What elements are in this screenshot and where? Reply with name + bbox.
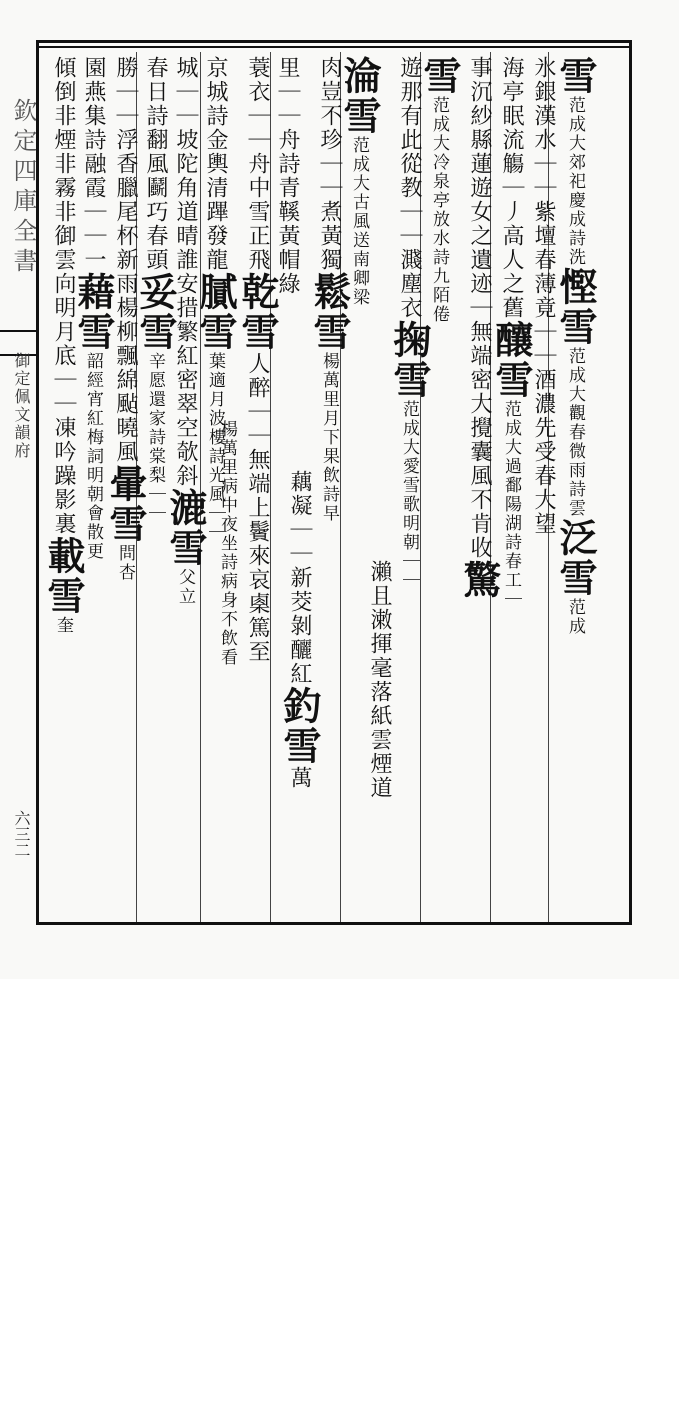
body-text: 影裏 [51,488,76,536]
text-column-2 [489,56,534,916]
body-text: 大望 [531,488,556,536]
headword: 釀雪 [489,320,534,400]
annotation: 辛愿還家詩棠梨｜｜ [145,352,165,523]
annotation: 范成大過鄱陽湖詩春工｜ [501,400,521,609]
annotation: 楊萬里病中夜坐詩病身不飲看 [217,420,237,667]
annotation: 范成大愛雪歌明朝｜｜ [399,400,419,590]
page-number: 六三二 [12,810,31,858]
body-text: 傾倒非煙非霧非御雲 [51,56,76,272]
text-column-6b [163,56,208,916]
text-column-1 [553,56,598,916]
headword: 暈雪 [103,464,148,544]
text-column-2b [457,56,502,916]
text-column-4b [307,56,352,916]
headword: 慳雪 [553,267,598,347]
headword: 掬雪 [387,320,432,400]
text-column-3b [387,56,432,916]
body-text: 勝｜｜浮香臘尾杯 [113,56,138,248]
annotation: 父立 [175,568,195,606]
body-text: 人醉｜｜無端上鬢來哀㮚篤至 [245,352,270,664]
body-text: 萬 [287,766,312,790]
annotation: 范成大郊祀慶成詩洗 [565,96,585,267]
headword: 釣雪 [277,686,322,766]
headword: 膩雪 [193,272,238,352]
text-column-8b [41,56,86,916]
book-subtitle: 御定佩文韻府 [12,352,31,460]
top-rule [36,46,632,48]
body-text: 京城詩金輿清蹕發龍 [203,56,228,272]
text-column-3 [417,56,462,916]
headword: 妥雪 [133,272,178,352]
annotation: 葉適月波樓詩光風｜｜ [205,352,225,542]
annotation: 范成大冷泉亭放水詩九陌倦 [429,96,449,324]
text-column-5b [235,56,280,916]
body-text: 藕凝｜｜新茭剝釃紅 [287,470,312,686]
page-margin [0,40,36,925]
body-text: 遊那有此從教｜｜濺塵衣 [397,56,422,320]
body-text: 海亭眠流觴｜丿高人之舊 [499,56,524,320]
text-column-7b [103,56,148,916]
headword: 乾雪 [235,272,280,352]
annotation: 楊萬里月下果飲詩早 [319,352,339,523]
text-column-6 [193,56,238,916]
body-text: ｜無端密大攪囊風不肯收 [467,296,492,560]
body-text: 氷銀漢水｜｜紫壇春 [531,56,556,272]
body-text: 薄竟｜｜酒濃先受春 [531,272,556,488]
annotation: 問杏 [115,544,135,582]
annotation: 范成 [565,598,585,636]
headword: 雪 [553,56,598,96]
text-column-1b [528,56,558,916]
headword: 雪 [417,56,462,96]
annotation: 奎 [53,616,73,635]
headword: 藉雪 [71,272,116,352]
body-text: 誰安措繁紅密翠空欹斜 [173,248,198,488]
annotation: 范成大古風送南卿梁 [349,136,369,307]
headword: 載雪 [41,536,86,616]
headword: 泛雪 [553,518,598,598]
body-text: 事沉紗縣蓮遊女之遺迹 [467,56,492,296]
body-text: 新雨楊柳飄綿颭曉風 [113,248,138,464]
body-text: 里｜｜舟詩青鞵黃帽綠 [275,56,300,296]
headword: 淪雪 [337,56,382,136]
body-text: 園燕集詩融霞｜｜一 [81,56,106,272]
book-title: 欽定四庫全書 [9,98,37,278]
text-column-5 [272,56,302,916]
body-text: 肉豈不珍｜｜煮黃獨 [317,56,342,272]
headword: 驚 [457,560,502,600]
body-text: 城｜｜坡陀角道晴 [173,56,198,248]
body-text: 瀨且潄揮毫落紙雲煙道 [367,560,392,800]
headword: 漉雪 [163,488,208,568]
body-text: 向明月底｜｜凍吟躁 [51,272,76,488]
annotation: 范成大觀春微雨詩雲 [565,347,585,518]
annotation: 韶經宵紅梅詞明朝會散更 [83,352,103,561]
body-text: 春日詩翻風鬬巧春頭 [143,56,168,272]
text-column-8 [71,56,116,916]
headword: 鬆雪 [307,272,352,352]
body-text: 蓑衣｜｜舟中雪正飛 [245,56,270,272]
